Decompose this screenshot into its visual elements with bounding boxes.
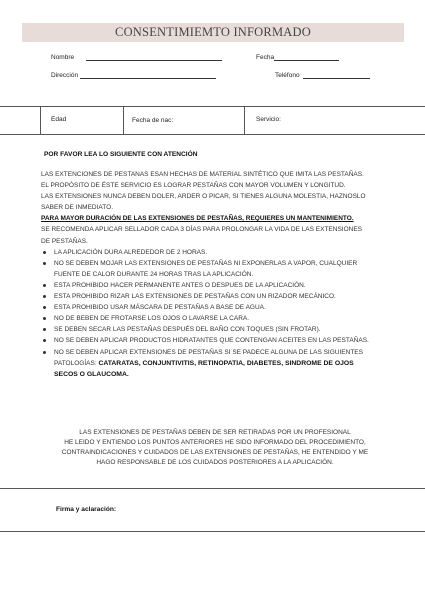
fecha-label: Fecha	[256, 54, 275, 61]
removal-notice: LAS EXTENSIONES DE PESTAÑAS DEBEN DE SER RETIRADAS POR UN PROFESIONAL	[79, 429, 351, 436]
care-rules-list	[41, 247, 371, 380]
maintenance-text: SE RECOMENDA APLICAR SELLADOR CADA 3 DÍAS PARA PROLONGAR LA VIDA DE LAS EXTENSIONES DE PESTAÑAS.	[41, 226, 363, 245]
list-item: NO SE DEBEN APLICAR PRODUCTOS HIDRATANTES QUE CONTENGAN ACEITES EN LAS PESTAÑAS.	[41, 335, 371, 346]
telefono-line	[303, 73, 370, 79]
edad-cell[interactable]: Edad	[51, 116, 67, 123]
document-title: CONSENTIMIEMTO INFORMADO	[22, 23, 404, 42]
list-item: LA APLICACIÓN DURA ALREDEDOR DE 2 HORAS.	[41, 247, 371, 258]
consent-body	[41, 169, 371, 380]
table-divider-2	[123, 106, 124, 134]
nombre-line	[86, 55, 222, 61]
acknowledgement-text: HE LEIDO Y ENTIENDO LOS PUNTOS ANTERIORES HE SIDO INFORMADO DEL PROCEDIMIENTO, CONTRAINDICACIONES Y CUIDADOS DE LAS EXTENSIONES DE PESTAÑAS, HE ENTENDIDO Y ME HAGO RESPONSABLE DE LOS CUIDADOS POSTERIORES A LA APLICACIÓN.	[61, 439, 369, 466]
signature-line[interactable]	[0, 531, 425, 532]
maintenance-heading: PARA MAYOR DURACIÓN DE LAS EXTENSIONES DE PESTAÑAS, REQUIERES UN MANTENIMIENTO.	[41, 215, 354, 223]
list-item: ESTA PROHIBIDO HACER PERMANENTE ANTES O DESPUES DE LA APLICACIÓN.	[41, 280, 371, 291]
servicio-cell[interactable]: Servicio:	[256, 116, 281, 123]
fecha-nac-cell[interactable]: Fecha de nac:	[132, 117, 174, 124]
direccion-label: Dirección	[51, 72, 79, 79]
pathologies-intro: NO SE DEBEN APLICAR EXTENSIONES DE PESTAÑAS SI SE PADECE ALGUNA DE LAS SIGUIENTES PATOLOGÍAS:	[54, 348, 363, 367]
direccion-line	[80, 73, 216, 79]
nombre-label: Nombre	[51, 54, 75, 61]
signature-label: Firma y aclaración:	[56, 506, 117, 513]
table-divider-3	[244, 106, 245, 134]
fecha-field[interactable]	[256, 54, 339, 61]
list-item-pathologies	[41, 347, 371, 380]
instructions-heading: POR FAVOR LEA LO SIGUIENTE CON ATENCIÓN	[44, 151, 198, 158]
signature-top-border	[0, 488, 425, 489]
paragraph-pain: LAS EXTENSIONES NUNCA DEBEN DOLER, ARDER O PICAR, SI TIENES ALGUNA MOLESTIA, HAZNOSLO SABER DE INMEDIATO.	[41, 193, 366, 212]
list-item: SE DEBEN SECAR LAS PESTAÑAS DESPUÉS DEL BAÑO CON TOQUES (SIN FROTAR).	[41, 324, 371, 335]
closing-statement	[60, 428, 370, 468]
list-item: ESTA PROHIBIDO USAR MÁSCARA DE PESTAÑAS A BASE DE AGUA.	[41, 302, 371, 313]
table-top-border	[0, 106, 425, 107]
list-item: NO SE DEBEN MOJAR LAS EXTENSIONES DE PESTAÑAS NI EXPONERLAS A VAPOR, CUALQUIER FUENTE DE CALOR DURANTE 24 HORAS TRAS LA APLICACIÓN.	[41, 258, 371, 280]
paragraph-material: LAS EXTENCIONES DE PESTANAS ESAN HECHAS DE MATERIAL SINTÉTICO QUE IMITA LAS PESTAÑAS.	[41, 171, 364, 178]
table-divider-1	[40, 106, 41, 134]
telefono-label: Teléfono	[275, 72, 300, 79]
paragraph-purpose: EL PROPÓSITO DE ÉSTE SERVICIO ES LOGRAR PESTAÑAS CON MAYOR VOLUMEN Y LONGITUD.	[41, 182, 346, 190]
fecha-line	[274, 55, 339, 61]
telefono-field[interactable]	[275, 72, 370, 79]
list-item: ESTA PROHIBIDO RIZAR LAS EXTENSIONES DE PESTAÑAS CON UN RIZADOR MECÁNICO.	[41, 291, 371, 302]
nombre-field[interactable]	[51, 54, 222, 61]
direccion-field[interactable]	[51, 72, 216, 79]
pathologies-list: CATARATAS, CONJUNTIVITIS, RETINOPATIA, DIABETES, SINDROME DE OJOS SECOS O GLAUCOMA.	[54, 359, 354, 378]
table-bottom-border	[0, 134, 425, 135]
list-item: NO DE BEBEN DE FROTARSE LOS OJOS O LAVARSE LA CARA.	[41, 313, 371, 324]
